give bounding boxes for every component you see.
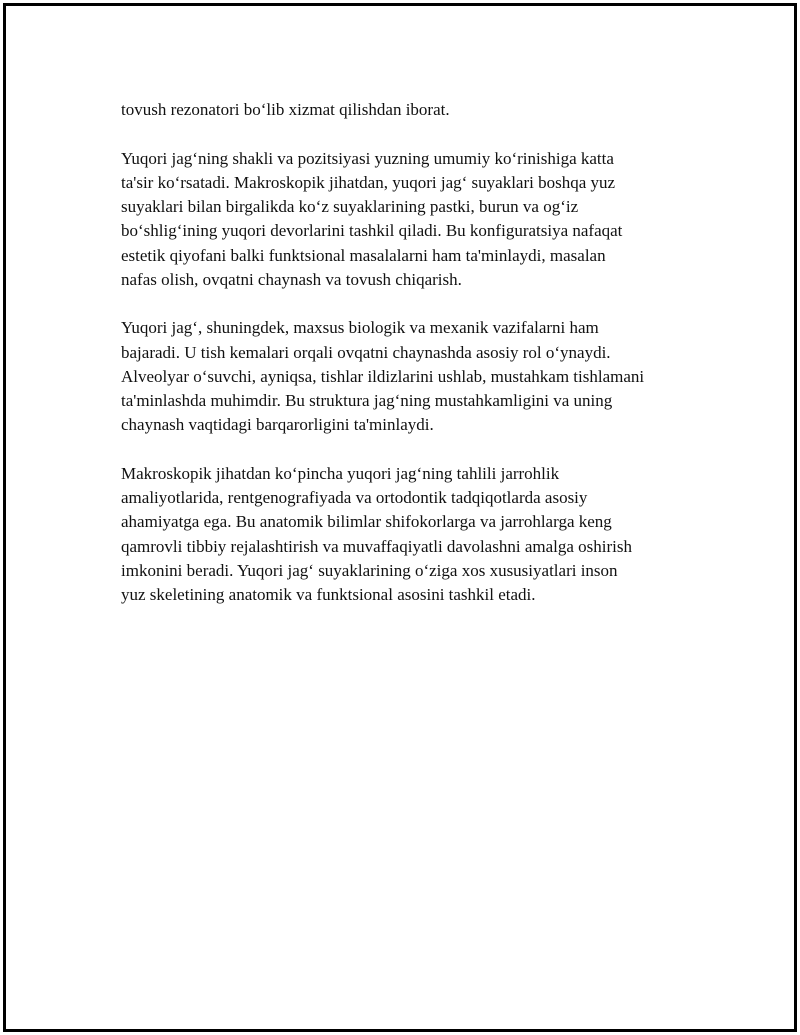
text-line: tovush rezonatori bo‘lib xizmat qilishdan iborat. (121, 100, 450, 119)
text-line: nafas olish, ovqatni chaynash va tovush chiqarish. (121, 269, 462, 289)
text-line: suyaklari bilan birgalikda ko‘z suyaklarining pastki, burun va og‘iz (121, 197, 579, 217)
text-line: bo‘shlig‘ining yuqori devorlarini tashkil qiladi. Bu konfiguratsiya nafaqat (121, 221, 623, 241)
text-line: yuz skeletining anatomik va funktsional asosini tashkil etadi. (121, 584, 536, 604)
text-line: imkonini beradi. Yuqori jag‘ suyaklarining o‘ziga xos xususiyatlari inson (121, 560, 618, 580)
page-frame (3, 3, 797, 1032)
text-line: chaynash vaqtidagi barqarorligini ta'minlaydi. (121, 415, 434, 435)
text-line: ta'sir ko‘rsatadi. Makroskopik jihatdan, yuqori jag‘ suyaklari boshqa yuz (121, 172, 616, 192)
paragraph-2 (121, 147, 681, 292)
paragraph-4 (121, 462, 681, 607)
text-line: Makroskopik jihatdan ko‘pincha yuqori jag‘ning tahlili jarrohlik (121, 463, 560, 483)
text-line: ta'minlashda muhimdir. Bu struktura jag‘ning mustahkamligini va uning (121, 391, 613, 411)
text-line: Alveolyar o‘suvchi, ayniqsa, tishlar ildizlarini ushlab, mustahkam tishlamani (121, 366, 645, 386)
text-line: bajaradi. U tish kemalari orqali ovqatni chaynashda asosiy rol o‘ynaydi. (121, 342, 611, 362)
paragraph-1 (121, 98, 681, 122)
text-line: estetik qiyofani balki funktsional masalalarni ham ta'minlaydi, masalan (121, 245, 606, 265)
document-body (121, 98, 681, 632)
text-line: qamrovli tibbiy rejalashtirish va muvaffaqiyatli davolashni amalga oshirish (121, 536, 632, 556)
text-line: Yuqori jag‘, shuningdek, maxsus biologik va mexanik vazifalarni ham (121, 318, 599, 338)
text-line: ahamiyatga ega. Bu anatomik bilimlar shifokorlarga va jarrohlarga keng (121, 512, 612, 532)
paragraph-3 (121, 316, 681, 437)
text-line: Yuqori jag‘ning shakli va pozitsiyasi yuzning umumiy ko‘rinishiga katta (121, 148, 614, 168)
text-line: amaliyotlarida, rentgenografiyada va ortodontik tadqiqotlarda asosiy (121, 488, 588, 508)
